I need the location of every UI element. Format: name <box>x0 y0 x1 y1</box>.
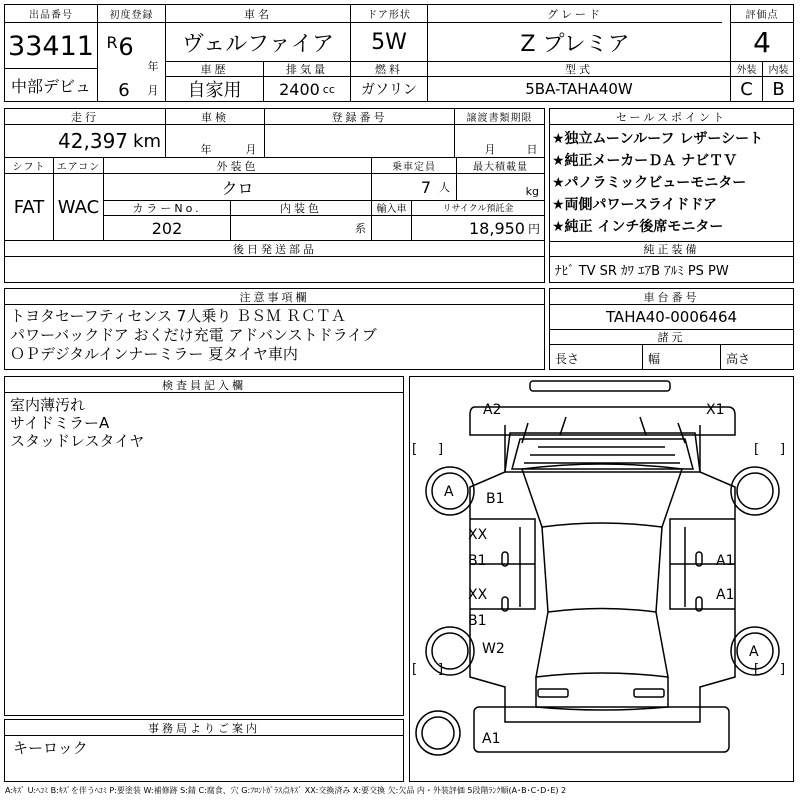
svg-text:]: ] <box>438 442 444 457</box>
equip-label: 純正装備 <box>550 241 793 257</box>
model-value: 5BA-TAHA40W <box>427 77 730 101</box>
int-color-label: 内装色 <box>230 200 371 216</box>
chassis-label: 車台番号 <box>550 289 793 305</box>
interior-value: B <box>762 77 794 101</box>
inspector-line: 室内薄汚れ <box>10 396 86 414</box>
sales-point-item: ★純正 インチ後席モニター <box>552 219 724 235</box>
office-label: 事務局よりご案内 <box>5 720 403 736</box>
mileage-label: 走行 <box>5 109 165 125</box>
mark-rear-bumper: A1 <box>482 731 501 747</box>
recycle-cell <box>411 216 544 240</box>
mark-left-rear-door-xx: XX <box>468 587 488 603</box>
color-value: クロ <box>103 174 371 200</box>
color-label: 外装色 <box>103 158 371 174</box>
front-outline <box>470 407 735 435</box>
mark-front-left-fender: B1 <box>486 491 505 507</box>
notes-line: ＯＰデジタルインナーミラー 夏タイヤ車内 <box>10 345 298 363</box>
chassis-number: TAHA40-0006464 <box>605 308 738 326</box>
ac-label: エアコン <box>53 158 103 174</box>
recycle-value: 18,950 <box>469 218 525 238</box>
int-color-unit: 系 <box>230 216 371 240</box>
wheel-front-right <box>731 467 779 515</box>
mark-front-left-wheel: A <box>444 484 454 500</box>
sales-point-item: ★純正メーカーＤＡ ナビＴＶ <box>552 153 738 169</box>
car-diagram <box>410 377 793 781</box>
year-unit: 年 <box>147 60 159 73</box>
color-no-label: カラーNo. <box>103 200 230 216</box>
svg-text:]: ] <box>780 442 786 457</box>
mileage-cell <box>5 125 165 157</box>
legend-text: A:ｷｽﾞ U:ﾍｺﾐ B:ｷｽﾞを伴うﾍｺﾐ P:要塗装 W:補修跡 S:錆 C:腐食、穴 G:ﾌﾛﾝﾄｶﾞﾗｽ点ｷｽﾞ XX:交換済み X:要交換 欠:欠品 内・外装評価 5段階ﾗﾝｸ順(A･B･C･D･E) 2 <box>5 786 567 795</box>
spec-label: 諸元 <box>550 329 793 345</box>
door-value: 5W <box>350 23 427 61</box>
inspection-year-unit: 年 <box>200 143 212 156</box>
mark-left-front-door-xx: XX <box>468 527 488 543</box>
capacity-label: 乗車定員 <box>371 158 456 174</box>
fuel-label: 燃料 <box>350 61 427 77</box>
svg-text:[: [ <box>754 662 760 677</box>
inspection-label: 車検 <box>165 109 264 125</box>
sales-point-item: ★パノラミックビューモニター <box>552 175 747 191</box>
capacity-cell <box>371 174 456 200</box>
inspector-label: 検査員記入欄 <box>5 377 403 393</box>
model-label: 型式 <box>427 61 730 77</box>
displacement-unit: cc <box>322 82 335 96</box>
door-label: ドア形状 <box>350 5 427 23</box>
grade-label: グレード <box>427 5 722 23</box>
recycle-label: リサイクル預託金 <box>411 200 544 216</box>
shift-value: FAT <box>13 196 45 218</box>
notes-lines <box>10 307 540 364</box>
svg-text:[: [ <box>754 442 760 457</box>
debut: 中部デビュ <box>5 68 97 101</box>
transfer-day-unit: 日 <box>526 143 538 156</box>
sales-point-item: ★独立ムーンルーフ レザーシート <box>552 131 764 147</box>
transfer-month-unit: 月 <box>484 143 496 156</box>
fuel-value: ガソリン <box>350 77 427 101</box>
capacity-unit: 人 <box>439 181 450 194</box>
recycle-unit: 円 <box>527 221 540 236</box>
first-reg-label: 初度登録 <box>97 5 165 23</box>
notes-line: パワーバックドア おくだけ充電 アドバンストドライブ <box>10 326 377 344</box>
ac-value: WAC <box>53 174 103 240</box>
inspector-line: スタッドレスタイヤ <box>10 432 145 450</box>
front-bumper-bar <box>530 381 670 391</box>
score-label: 評価点 <box>730 5 793 23</box>
equip-value: ﾅﾋﾞ TV SR ｶﾜ ｴｱB ｱﾙﾐ PS PW <box>555 264 729 279</box>
office-text: キーロック <box>13 738 88 757</box>
reg-label: 登録番号 <box>264 109 454 125</box>
width-label: 幅 <box>642 345 720 369</box>
displacement-value: 2400 <box>279 79 320 99</box>
maxload-label: 最大積載量 <box>456 158 544 174</box>
mark-left-rear-fender: W2 <box>482 641 505 657</box>
history-label: 車歴 <box>165 61 263 77</box>
sales-label: セールスポイント <box>550 109 793 125</box>
car-name-label: 車名 <box>165 5 350 23</box>
mark-front-left-top: A2 <box>483 402 502 418</box>
mark-right-front-door: A1 <box>716 553 735 569</box>
mileage-unit: km <box>133 130 161 152</box>
svg-text:]: ] <box>780 662 786 677</box>
era: R <box>106 32 118 52</box>
inspection-month-unit: 月 <box>245 143 257 156</box>
lot-label: 出品番号 <box>5 5 97 23</box>
svg-text:[: [ <box>412 442 418 457</box>
color-no-value: 202 <box>103 216 230 240</box>
mark-left-rear-door-b1: B1 <box>468 613 487 629</box>
transfer-label: 譲渡書類期限 <box>454 109 544 125</box>
mark-right-rear-door: A1 <box>716 587 735 603</box>
wheel-rear-left <box>426 627 474 675</box>
score-value: 4 <box>730 23 793 61</box>
length-label: 長さ <box>555 352 580 366</box>
mark-left-front-door-b1: B1 <box>468 553 487 569</box>
displacement-label: 排気量 <box>263 61 350 77</box>
reg-cell <box>264 125 454 157</box>
capacity-value: 7 <box>420 177 431 197</box>
sales-points-list <box>552 128 793 238</box>
sales-point-item: ★両側パワースライドドア <box>552 197 718 213</box>
mileage-value: 42,397 <box>58 129 129 153</box>
month-unit: 月 <box>147 84 159 97</box>
mark-front-right-top: X1 <box>706 402 725 418</box>
month: 6 <box>118 79 130 101</box>
car-name: ヴェルファイア <box>165 23 350 61</box>
lot-number: 33411 <box>8 30 94 62</box>
rear-bumper <box>474 707 729 752</box>
grade-value: Z プレミア <box>427 23 722 61</box>
notes-line: トヨタセーフティセンス 7人乗り ＢＳＭ ＲＣＴＡ <box>10 307 346 325</box>
notes-label: 注意事項欄 <box>5 289 544 305</box>
exterior-value: C <box>730 77 762 101</box>
svg-text:]: ] <box>438 662 444 677</box>
svg-text:[: [ <box>412 662 418 677</box>
inspector-line: サイドミラーA <box>10 414 110 432</box>
shift-label: シフト <box>5 158 53 174</box>
mark-rear-right-wheel: A <box>749 644 759 660</box>
interior-label: 内装 <box>762 61 794 77</box>
year: 6 <box>118 33 134 61</box>
inspector-lines <box>10 396 400 450</box>
height-label: 高さ <box>720 345 793 369</box>
displacement-cell <box>263 77 350 101</box>
later-parts-label: 後日発送部品 <box>5 241 545 257</box>
maxload-unit: kg <box>456 174 544 200</box>
exterior-label: 外装 <box>730 61 762 77</box>
import-cell <box>371 216 411 240</box>
import-label: 輸入車 <box>371 200 411 216</box>
later-parts-cell <box>5 257 545 282</box>
history-value: 自家用 <box>165 77 263 101</box>
